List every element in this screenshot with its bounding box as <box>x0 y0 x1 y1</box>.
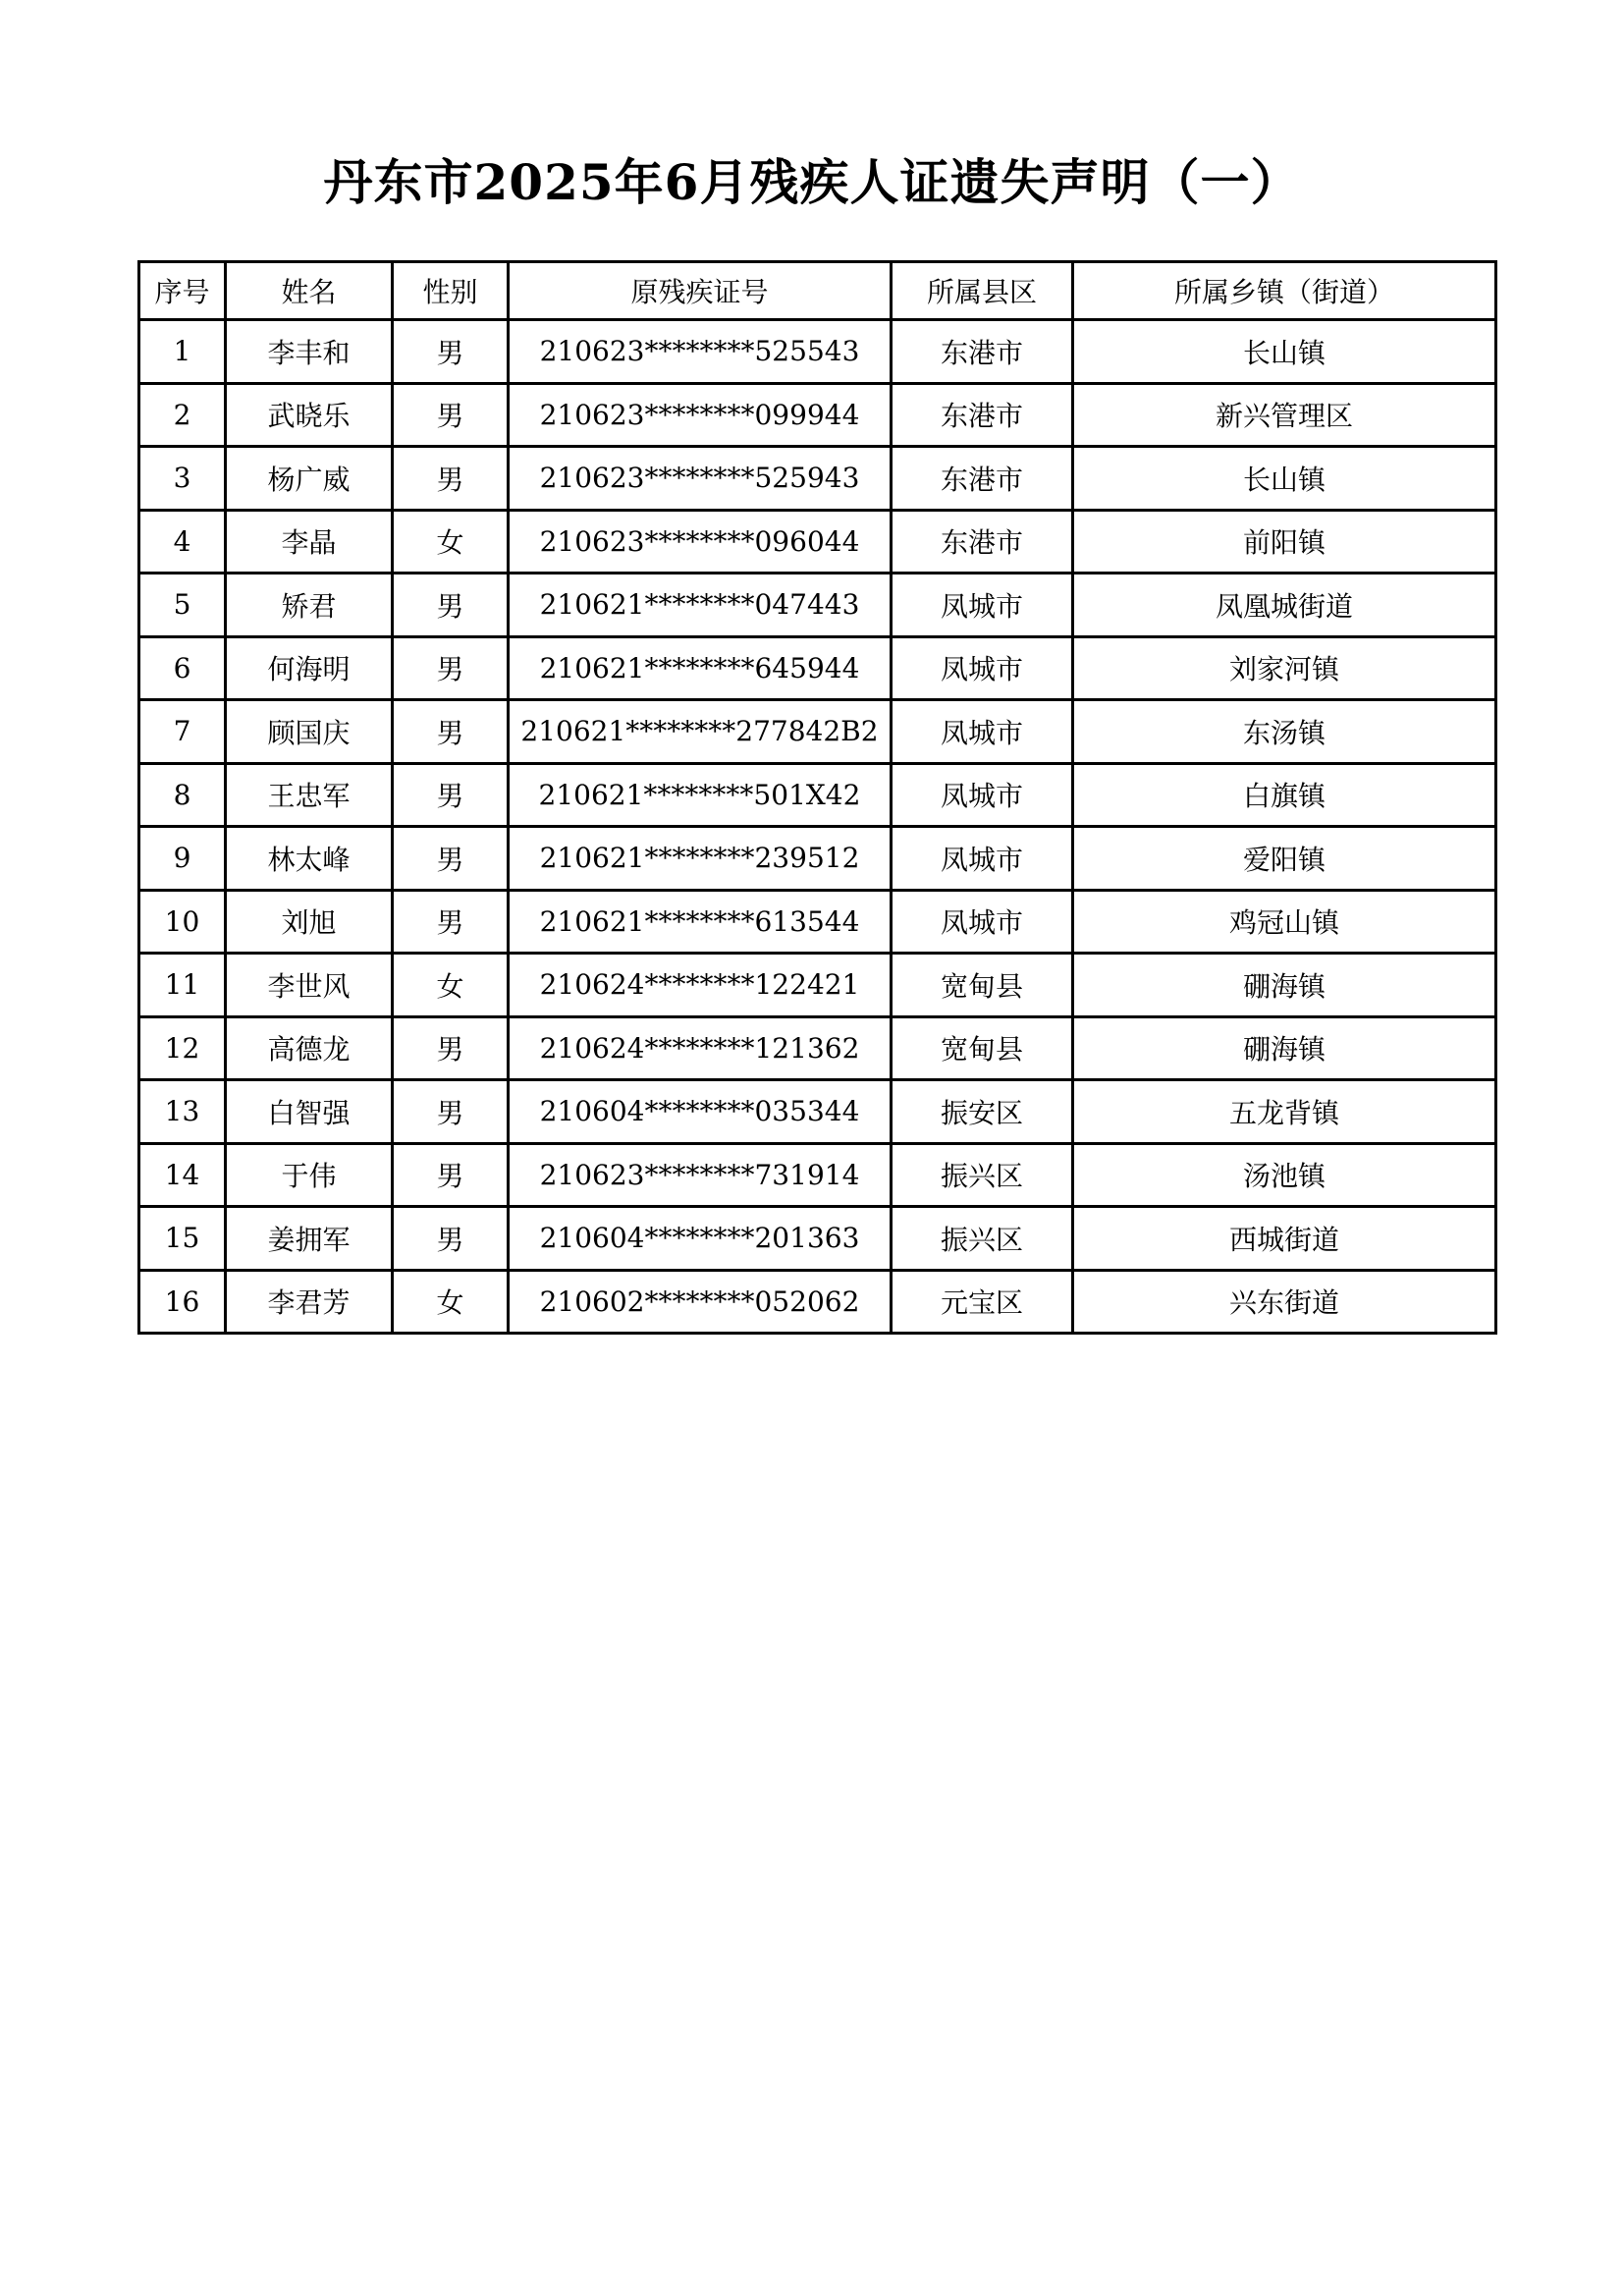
table-row <box>139 890 1496 954</box>
cell-town: 东汤镇 <box>1073 700 1496 764</box>
cell-seq: 13 <box>139 1080 226 1144</box>
cell-town: 鸡冠山镇 <box>1073 890 1496 954</box>
cell-county: 凤城市 <box>892 700 1073 764</box>
cell-gender: 女 <box>393 510 509 574</box>
cell-certificate-id: 210604********201363 <box>509 1207 892 1271</box>
cell-name: 于伟 <box>226 1143 393 1207</box>
cell-gender: 男 <box>393 1207 509 1271</box>
header-gender: 性别 <box>393 262 509 320</box>
cell-certificate-id: 210621********239512 <box>509 827 892 891</box>
cell-name: 何海明 <box>226 636 393 700</box>
cell-town: 兴东街道 <box>1073 1270 1496 1334</box>
table-row <box>139 1080 1496 1144</box>
cell-certificate-id: 210623********099944 <box>509 383 892 447</box>
table-row <box>139 510 1496 574</box>
header-town: 所属乡镇（街道） <box>1073 262 1496 320</box>
cell-certificate-id: 210623********096044 <box>509 510 892 574</box>
cell-town: 长山镇 <box>1073 320 1496 384</box>
cell-name: 矫君 <box>226 574 393 637</box>
cell-county: 宽甸县 <box>892 954 1073 1017</box>
cell-town: 凤凰城街道 <box>1073 574 1496 637</box>
cell-seq: 15 <box>139 1207 226 1271</box>
cell-gender: 女 <box>393 1270 509 1334</box>
cell-seq: 12 <box>139 1016 226 1080</box>
cell-gender: 女 <box>393 954 509 1017</box>
cell-town: 刘家河镇 <box>1073 636 1496 700</box>
cell-county: 振兴区 <box>892 1143 1073 1207</box>
cell-gender: 男 <box>393 383 509 447</box>
cell-name: 王忠军 <box>226 763 393 827</box>
cell-name: 杨广威 <box>226 447 393 511</box>
cell-name: 李君芳 <box>226 1270 393 1334</box>
table-row <box>139 954 1496 1017</box>
cell-county: 振兴区 <box>892 1207 1073 1271</box>
cell-seq: 4 <box>139 510 226 574</box>
cell-county: 元宝区 <box>892 1270 1073 1334</box>
cell-town: 西城街道 <box>1073 1207 1496 1271</box>
table-row <box>139 827 1496 891</box>
cell-county: 凤城市 <box>892 636 1073 700</box>
table-row <box>139 1016 1496 1080</box>
table-row <box>139 1143 1496 1207</box>
cell-county: 凤城市 <box>892 890 1073 954</box>
cell-town: 新兴管理区 <box>1073 383 1496 447</box>
cell-name: 李晶 <box>226 510 393 574</box>
cell-county: 东港市 <box>892 320 1073 384</box>
cell-county: 东港市 <box>892 510 1073 574</box>
cell-town: 汤池镇 <box>1073 1143 1496 1207</box>
cell-certificate-id: 210623********731914 <box>509 1143 892 1207</box>
cell-county: 东港市 <box>892 383 1073 447</box>
cell-certificate-id: 210624********122421 <box>509 954 892 1017</box>
table-body <box>139 320 1496 1334</box>
cell-town: 五龙背镇 <box>1073 1080 1496 1144</box>
page-title: 丹东市2025年6月残疾人证遗失声明（一） <box>323 153 1301 211</box>
table-row <box>139 574 1496 637</box>
cell-name: 武晓乐 <box>226 383 393 447</box>
header-certificate-id: 原残疾证号 <box>509 262 892 320</box>
cell-town: 前阳镇 <box>1073 510 1496 574</box>
cell-gender: 男 <box>393 1143 509 1207</box>
cell-certificate-id: 210624********121362 <box>509 1016 892 1080</box>
cell-name: 顾国庆 <box>226 700 393 764</box>
cell-seq: 11 <box>139 954 226 1017</box>
table-row <box>139 1270 1496 1334</box>
cell-seq: 10 <box>139 890 226 954</box>
cell-seq: 8 <box>139 763 226 827</box>
cell-name: 姜拥军 <box>226 1207 393 1271</box>
cell-county: 振安区 <box>892 1080 1073 1144</box>
cell-gender: 男 <box>393 827 509 891</box>
table-row <box>139 636 1496 700</box>
cell-certificate-id: 210621********645944 <box>509 636 892 700</box>
cell-town: 爱阳镇 <box>1073 827 1496 891</box>
cell-certificate-id: 210621********613544 <box>509 890 892 954</box>
cell-seq: 16 <box>139 1270 226 1334</box>
cell-certificate-id: 210602********052062 <box>509 1270 892 1334</box>
cell-name: 白智强 <box>226 1080 393 1144</box>
cell-seq: 14 <box>139 1143 226 1207</box>
table-row <box>139 700 1496 764</box>
cell-county: 宽甸县 <box>892 1016 1073 1080</box>
lost-certificate-table <box>137 260 1497 1335</box>
cell-certificate-id: 210623********525943 <box>509 447 892 511</box>
cell-name: 高德龙 <box>226 1016 393 1080</box>
cell-county: 凤城市 <box>892 763 1073 827</box>
table-row <box>139 763 1496 827</box>
cell-gender: 男 <box>393 1016 509 1080</box>
table-row <box>139 447 1496 511</box>
cell-certificate-id: 210604********035344 <box>509 1080 892 1144</box>
cell-seq: 3 <box>139 447 226 511</box>
table-header-row <box>139 262 1496 320</box>
cell-town: 硼海镇 <box>1073 954 1496 1017</box>
cell-name: 李丰和 <box>226 320 393 384</box>
cell-gender: 男 <box>393 763 509 827</box>
table-row <box>139 320 1496 384</box>
cell-town: 长山镇 <box>1073 447 1496 511</box>
cell-seq: 9 <box>139 827 226 891</box>
cell-certificate-id: 210623********525543 <box>509 320 892 384</box>
cell-town: 白旗镇 <box>1073 763 1496 827</box>
cell-seq: 7 <box>139 700 226 764</box>
cell-county: 凤城市 <box>892 574 1073 637</box>
table-row <box>139 1207 1496 1271</box>
cell-gender: 男 <box>393 320 509 384</box>
cell-town: 硼海镇 <box>1073 1016 1496 1080</box>
table-row <box>139 383 1496 447</box>
header-seq: 序号 <box>139 262 226 320</box>
cell-gender: 男 <box>393 574 509 637</box>
cell-county: 凤城市 <box>892 827 1073 891</box>
cell-county: 东港市 <box>892 447 1073 511</box>
cell-name: 刘旭 <box>226 890 393 954</box>
cell-gender: 男 <box>393 1080 509 1144</box>
header-county: 所属县区 <box>892 262 1073 320</box>
cell-seq: 1 <box>139 320 226 384</box>
cell-name: 李世风 <box>226 954 393 1017</box>
cell-gender: 男 <box>393 890 509 954</box>
cell-certificate-id: 210621********501X42 <box>509 763 892 827</box>
cell-certificate-id: 210621********277842B2 <box>509 700 892 764</box>
cell-gender: 男 <box>393 447 509 511</box>
cell-seq: 2 <box>139 383 226 447</box>
header-name: 姓名 <box>226 262 393 320</box>
cell-gender: 男 <box>393 700 509 764</box>
cell-certificate-id: 210621********047443 <box>509 574 892 637</box>
cell-seq: 6 <box>139 636 226 700</box>
cell-name: 林太峰 <box>226 827 393 891</box>
cell-gender: 男 <box>393 636 509 700</box>
cell-seq: 5 <box>139 574 226 637</box>
